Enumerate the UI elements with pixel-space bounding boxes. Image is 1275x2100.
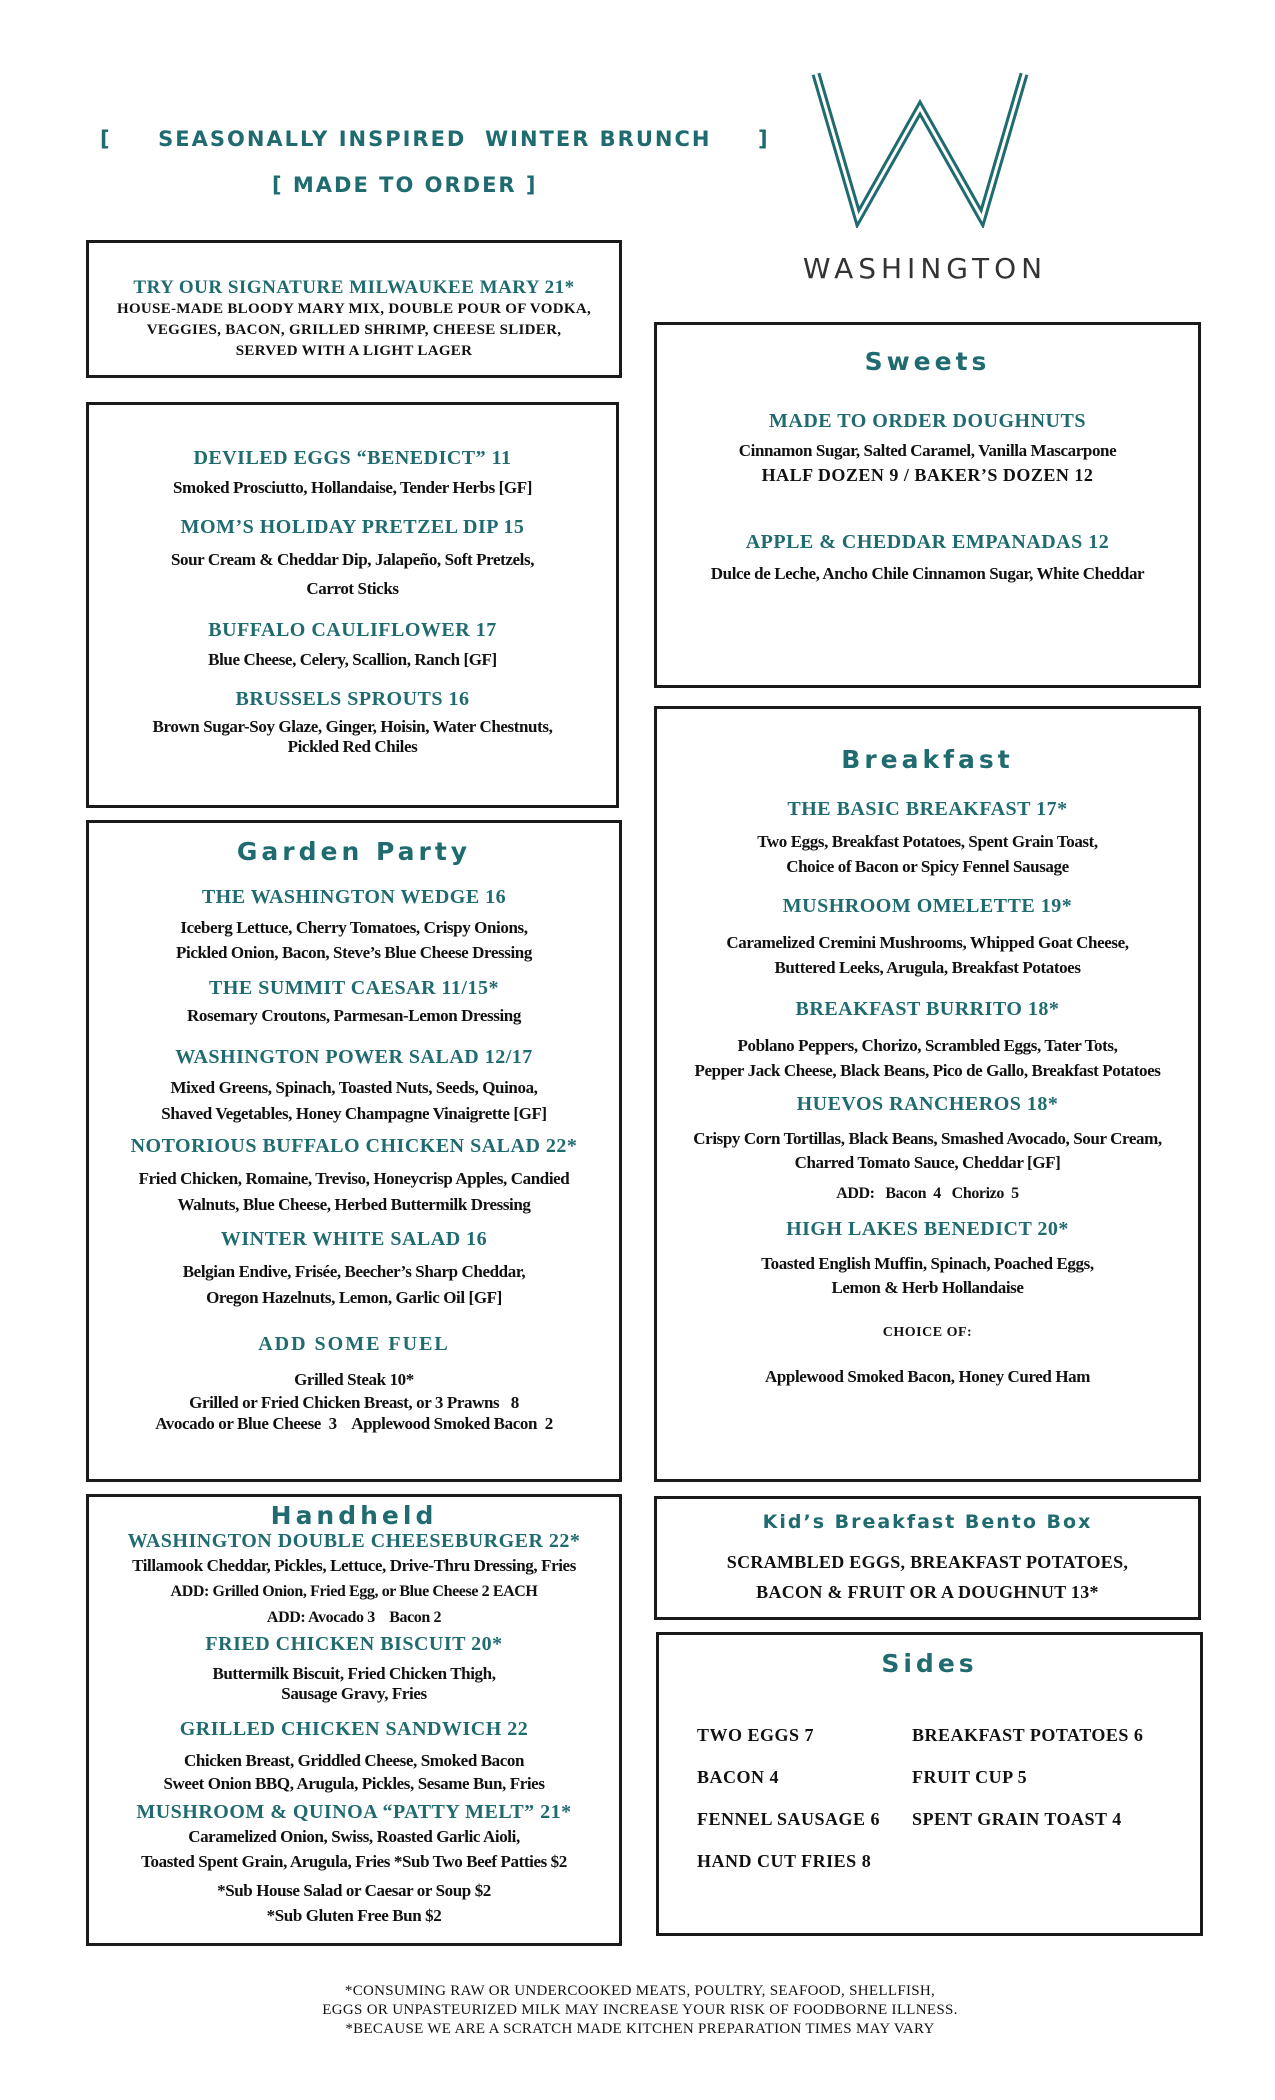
starter-desc: Carrot Sticks [306,579,399,598]
breakfast-desc: Two Eggs, Breakfast Potatoes, Spent Grain Toast, [757,832,1098,851]
salad-name: NOTORIOUS BUFFALO CHICKEN SALAD 22* [130,1135,578,1157]
side-item: SPENT GRAIN TOAST 4 [912,1809,1122,1829]
sides-title: Sides [881,1649,978,1678]
breakfast-item [657,1218,1198,1389]
salad-item [89,886,619,965]
handheld-item [89,1801,619,1874]
sweet-extra: HALF DOZEN 9 / BAKER’S DOZEN 12 [761,465,1094,485]
salad-desc: Walnuts, Blue Cheese, Herbed Buttermilk Dressing [177,1195,531,1214]
footer-line: EGGS OR UNPASTEURIZED MILK MAY INCREASE YOUR RISK OF FOODBORNE ILLNESS. [322,2002,958,2018]
salad-name: THE SUMMIT CAESAR 11/15* [208,977,499,999]
breakfast-item [657,798,1198,879]
handheld-item [89,1633,619,1704]
sweet-name: MADE TO ORDER DOUGHNUTS [769,410,1086,432]
sweet-item [657,531,1198,586]
starter-desc: Smoked Prosciutto, Hollandaise, Tender Herbs [GF] [173,478,532,497]
salad-desc: Rosemary Croutons, Parmesan-Lemon Dressing [187,1006,521,1025]
side-item: FRUIT CUP 5 [912,1767,1028,1787]
washington-logo [810,68,1030,228]
salad-name: WINTER WHITE SALAD 16 [220,1228,488,1250]
starter-name: MOM’S HOLIDAY PRETZEL DIP 15 [180,516,525,538]
sweets-box [654,322,1201,688]
salad-name: THE WASHINGTON WEDGE 16 [201,886,507,908]
breakfast-name: MUSHROOM OMELETTE 19* [782,895,1073,917]
starter-desc: Blue Cheese, Celery, Scallion, Ranch [GF] [208,650,497,669]
sides-box [656,1632,1203,1936]
salad-desc: Shaved Vegetables, Honey Champagne Vinaigrette [GF] [161,1104,547,1123]
handheld-item [89,1718,619,1795]
handheld-desc: Caramelized Onion, Swiss, Roasted Garlic Aioli, [188,1827,520,1846]
breakfast-title: Breakfast [841,745,1014,774]
handheld-desc: Toasted Spent Grain, Arugula, Fries *Sub Two Beef Patties $2 [141,1852,567,1871]
handheld-desc: Chicken Breast, Griddled Cheese, Smoked Bacon [183,1751,525,1770]
breakfast-desc: Buttered Leeks, Arugula, Breakfast Potatoes [774,958,1081,977]
breakfast-desc: Crispy Corn Tortillas, Black Beans, Smashed Avocado, Sour Cream, [693,1129,1162,1148]
salad-desc: Iceberg Lettuce, Cherry Tomatoes, Crispy Onions, [180,918,528,937]
garden-party-box [86,820,622,1482]
breakfast-desc: Lemon & Herb Hollandaise [831,1278,1024,1297]
kids-desc: BACON & FRUIT OR A DOUGHNUT 13* [756,1582,1099,1602]
side-item: TWO EGGS 7 [697,1725,815,1745]
breakfast-add: ADD: Bacon 4 Chorizo 5 [836,1185,1019,1202]
handheld-note: *Sub House Salad or Caesar or Soup $2 [217,1881,491,1900]
header-line-1: [ SEASONALLY INSPIRED WINTER BRUNCH ] [100,127,770,151]
breakfast-name: HUEVOS RANCHEROS 18* [796,1093,1059,1115]
starter-item [89,447,616,500]
starter-desc: Pickled Red Chiles [287,737,418,756]
starter-item [89,688,616,757]
salad-item [89,1046,619,1127]
sides-row [697,1767,1207,1809]
breakfast-desc: Poblano Peppers, Chorizo, Scrambled Eggs, Tater Tots, [737,1036,1118,1055]
sides-row [697,1809,1207,1851]
salad-desc: Mixed Greens, Spinach, Toasted Nuts, Seeds, Quinoa, [170,1078,538,1097]
breakfast-name: HIGH LAKES BENEDICT 20* [786,1218,1069,1240]
starter-desc: Sour Cream & Cheddar Dip, Jalapeño, Soft Pretzels, [170,550,535,569]
handheld-desc: Buttermilk Biscuit, Fried Chicken Thigh, [212,1664,496,1683]
signature-box [86,240,622,378]
handheld-name: GRILLED CHICKEN SANDWICH 22 [179,1718,529,1740]
sweets-title: Sweets [864,347,991,376]
sides-row [697,1725,1207,1767]
breakfast-item [657,895,1198,980]
breakfast-choice: Applewood Smoked Bacon, Honey Cured Ham [764,1367,1091,1386]
breakfast-item [657,1093,1198,1204]
add-fuel-title: ADD SOME FUEL [258,1333,450,1355]
signature-title: TRY OUR SIGNATURE MILWAUKEE MARY 21* [133,277,575,298]
salad-desc: Fried Chicken, Romaine, Treviso, Honeycrisp Apples, Candied [138,1169,570,1188]
kids-desc: SCRAMBLED EGGS, BREAKFAST POTATOES, [726,1552,1129,1572]
salad-name: WASHINGTON POWER SALAD 12/17 [175,1046,533,1068]
signature-desc-1: HOUSE-MADE BLOODY MARY MIX, DOUBLE POUR OF VODKA, [116,301,592,317]
side-item: BREAKFAST POTATOES 6 [912,1725,1144,1745]
breakfast-desc: Charred Tomato Sauce, Cheddar [GF] [794,1153,1061,1172]
handheld-desc: Sausage Gravy, Fries [281,1684,427,1703]
starter-name: DEVILED EGGS “BENEDICT” 11 [193,447,512,469]
starter-item [89,619,616,672]
garden-party-title: Garden Party [236,837,472,866]
breakfast-desc: Choice of Bacon or Spicy Fennel Sausage [786,857,1069,876]
breakfast-desc: Pepper Jack Cheese, Black Beans, Pico de Gallo, Breakfast Potatoes [694,1061,1161,1080]
salad-desc: Belgian Endive, Frisée, Beecher’s Sharp Cheddar, [182,1262,526,1281]
breakfast-item [657,998,1198,1083]
fuel-line: Avocado or Blue Cheese 3 Applewood Smoked Bacon 2 [155,1414,553,1433]
side-item: FENNEL SAUSAGE 6 [697,1809,881,1829]
salad-desc: Oregon Hazelnuts, Lemon, Garlic Oil [GF] [206,1288,502,1307]
breakfast-desc: Caramelized Cremini Mushrooms, Whipped Goat Cheese, [726,933,1129,952]
handheld-desc: Tillamook Cheddar, Pickles, Lettuce, Drive-Thru Dressing, Fries [132,1556,576,1575]
sweet-name: APPLE & CHEDDAR EMPANADAS 12 [745,531,1110,553]
logo-w-icon [810,68,1030,228]
footer-line: *CONSUMING RAW OR UNDERCOOKED MEATS, POULTRY, SEAFOOD, SHELLFISH, [344,1983,936,1999]
brand-name: WASHINGTON [802,252,1048,285]
handheld-note: *Sub Gluten Free Bun $2 [266,1906,442,1925]
salad-item [89,1228,619,1311]
sides-grid [697,1725,1207,1893]
footer-line: *BECAUSE WE ARE A SCRATCH MADE KITCHEN PREPARATION TIMES MAY VARY [345,2021,935,2037]
breakfast-box [654,706,1201,1482]
starter-desc: Brown Sugar-Soy Glaze, Ginger, Hoisin, Water Chestnuts, [152,717,553,736]
signature-desc-2: VEGGIES, BACON, GRILLED SHRIMP, CHEESE SLIDER, [146,322,562,338]
breakfast-name: BREAKFAST BURRITO 18* [795,998,1060,1020]
starter-name: BUFFALO CAULIFLOWER 17 [208,619,497,641]
salad-item [89,1135,619,1218]
sweet-item [657,410,1198,487]
handheld-name: MUSHROOM & QUINOA “PATTY MELT” 21* [136,1801,572,1823]
handheld-desc: Sweet Onion BBQ, Arugula, Pickles, Sesame Bun, Fries [163,1774,545,1793]
header-line-2: [ MADE TO ORDER ] [272,173,538,197]
breakfast-name: THE BASIC BREAKFAST 17* [787,798,1068,820]
fuel-line: Grilled Steak 10* [294,1370,414,1389]
sweet-desc: Cinnamon Sugar, Salted Caramel, Vanilla Mascarpone [738,441,1117,460]
footer-disclaimer [200,1982,1080,2039]
handheld-box [86,1494,622,1946]
signature-desc-3: SERVED WITH A LIGHT LAGER [235,343,473,359]
handheld-name: FRIED CHICKEN BISCUIT 20* [205,1633,503,1655]
sides-row [697,1851,1207,1893]
kids-title: Kid’s Breakfast Bento Box [762,1511,1093,1533]
sweet-desc: Dulce de Leche, Ancho Chile Cinnamon Sugar, White Cheddar [710,564,1145,583]
handheld-desc: ADD: Avocado 3 Bacon 2 [266,1609,442,1626]
breakfast-choice-label: CHOICE OF: [882,1325,973,1340]
handheld-desc: ADD: Grilled Onion, Fried Egg, or Blue Cheese 2 EACH [170,1583,538,1600]
fuel-line: Grilled or Fried Chicken Breast, or 3 Prawns 8 [189,1393,519,1412]
handheld-title: Handheld [270,1501,438,1530]
starter-item [89,516,616,603]
salad-desc: Pickled Onion, Bacon, Steve’s Blue Cheese Dressing [176,943,532,962]
starters-box [86,402,619,808]
salad-item [89,977,619,1028]
breakfast-desc: Toasted English Muffin, Spinach, Poached Eggs, [761,1254,1094,1273]
kids-bento-box [654,1496,1201,1620]
side-item: BACON 4 [697,1767,780,1787]
handheld-name: WASHINGTON DOUBLE CHEESEBURGER 22* [127,1530,581,1552]
starter-name: BRUSSELS SPROUTS 16 [235,688,470,710]
handheld-item [89,1530,619,1631]
side-item: HAND CUT FRIES 8 [697,1851,872,1871]
